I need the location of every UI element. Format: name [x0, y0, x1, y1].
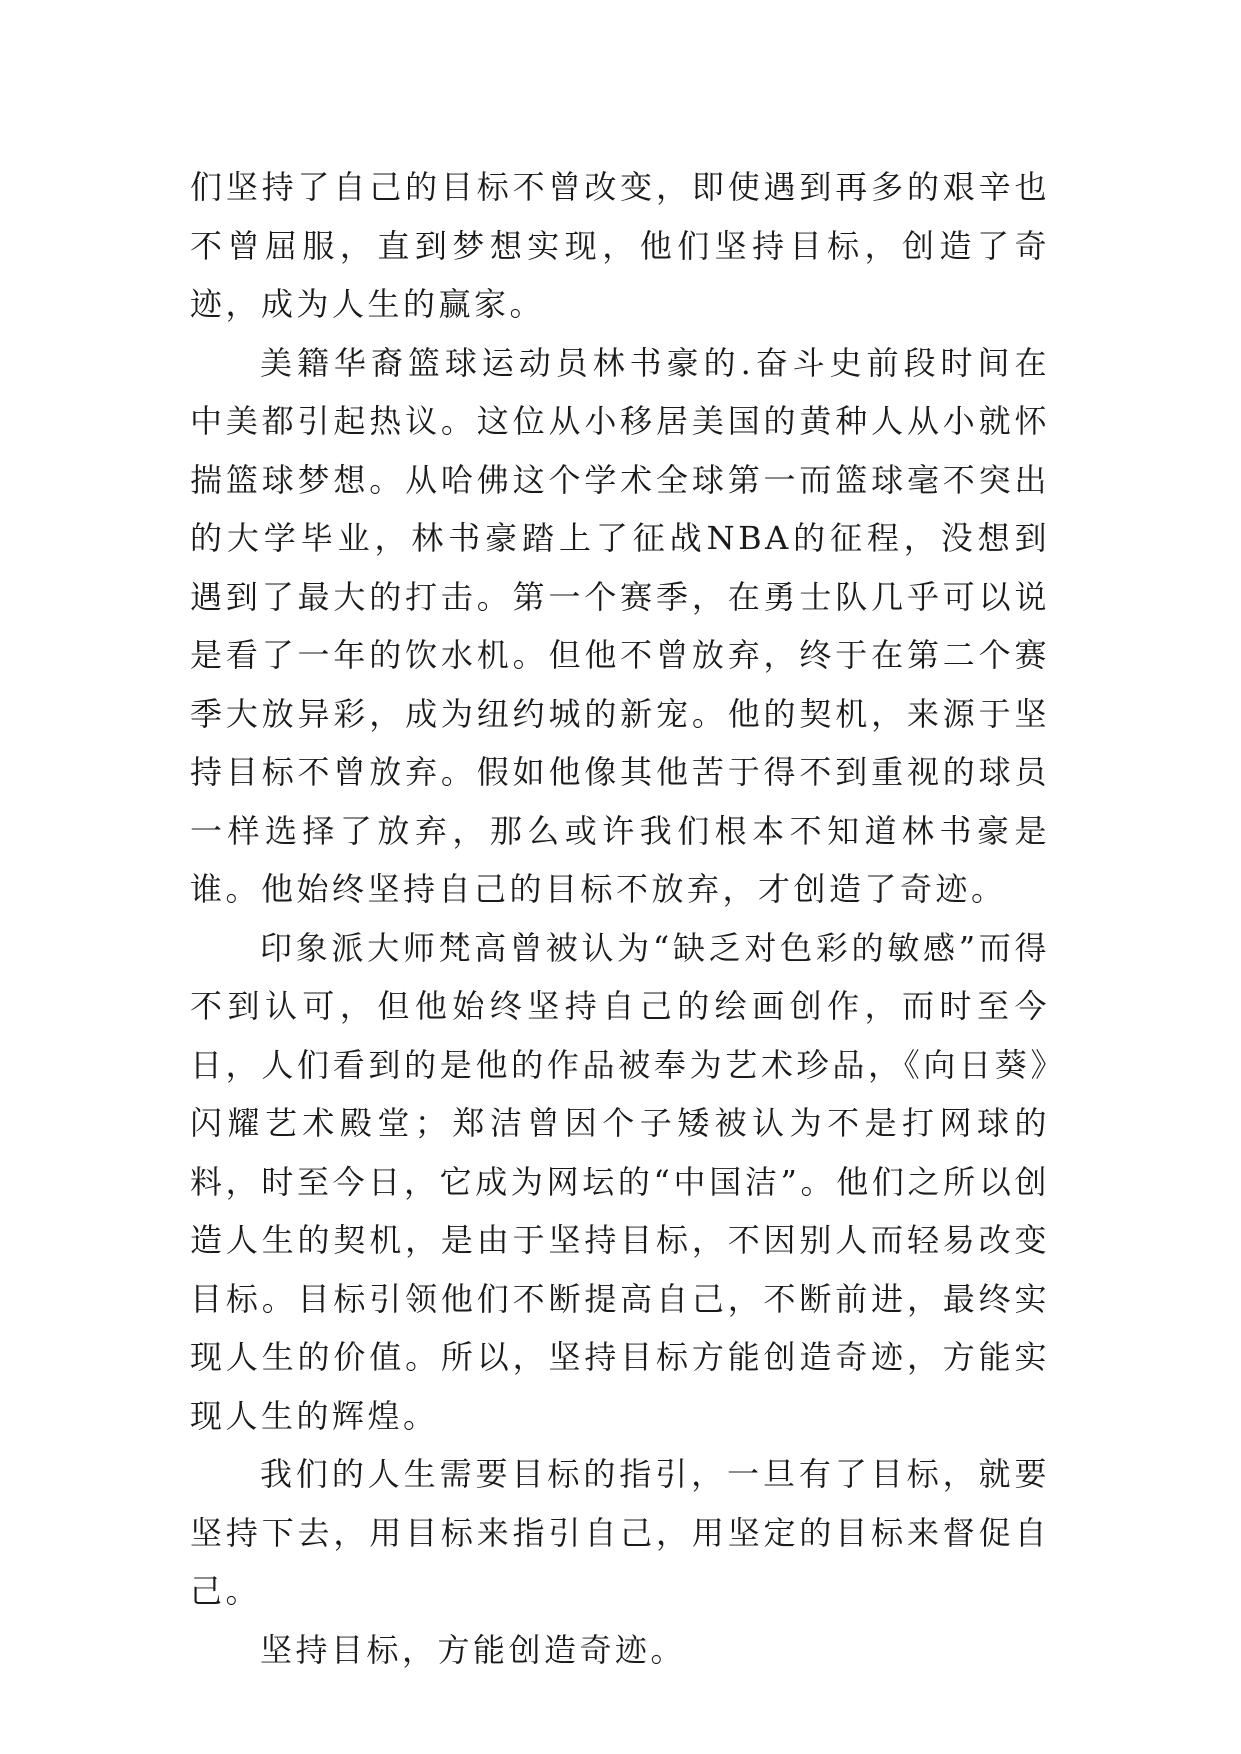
paragraph-2: 美籍华裔篮球运动员林书豪的.奋斗史前段时间在中美都引起热议。这位从小移居美国的黄种人从小就怀揣篮球梦想。从哈佛这个学术全球第一而篮球毫不突出的大学毕业，林书豪踏上了征战NBA的征程，没想到遇到了最大的打击。第一个赛季，在勇士队几乎可以说是看了一年的饮水机。但他不曾放弃，终于在第二个赛季大放异彩，成为纽约城的新宠。他的契机，来源于坚持目标不曾放弃。假如他像其他苦于得不到重视的球员一样选择了放弃，那么或许我们根本不知道林书豪是谁。他始终坚持自己的目标不放弃，才创造了奇迹。: [190, 343, 1050, 908]
paragraph-3: 印象派大师梵高曾被认为“缺乏对色彩的敏感”而得不到认可，但他始终坚持自己的绘画创作，而时至今日，人们看到的是他的作品被奉为艺术珍品，《向日葵》闪耀艺术殿堂；郑洁曾因个子矮被认为不是打网球的料，时至今日，它成为网坛的“中国洁”。他们之所以创造人生的契机，是由于坚持目标，不因别人而轻易改变目标。目标引领他们不断提高自己，不断前进，最终实现人生的价值。所以，坚持目标方能创造奇迹，方能实现人生的辉煌。: [190, 928, 1050, 1435]
document-body: [190, 158, 1050, 1679]
paragraph-5: 坚持目标，方能创造奇迹。: [260, 1630, 687, 1669]
paragraph-1: 们坚持了自己的目标不曾改变，即使遇到再多的艰辛也不曾屈服，直到梦想实现，他们坚持目标，创造了奇迹，成为人生的赢家。: [190, 168, 1050, 323]
paragraph-4: 我们的人生需要目标的指引，一旦有了目标，就要坚持下去，用目标来指引自己，用坚定的目标来督促自己。: [190, 1455, 1050, 1610]
